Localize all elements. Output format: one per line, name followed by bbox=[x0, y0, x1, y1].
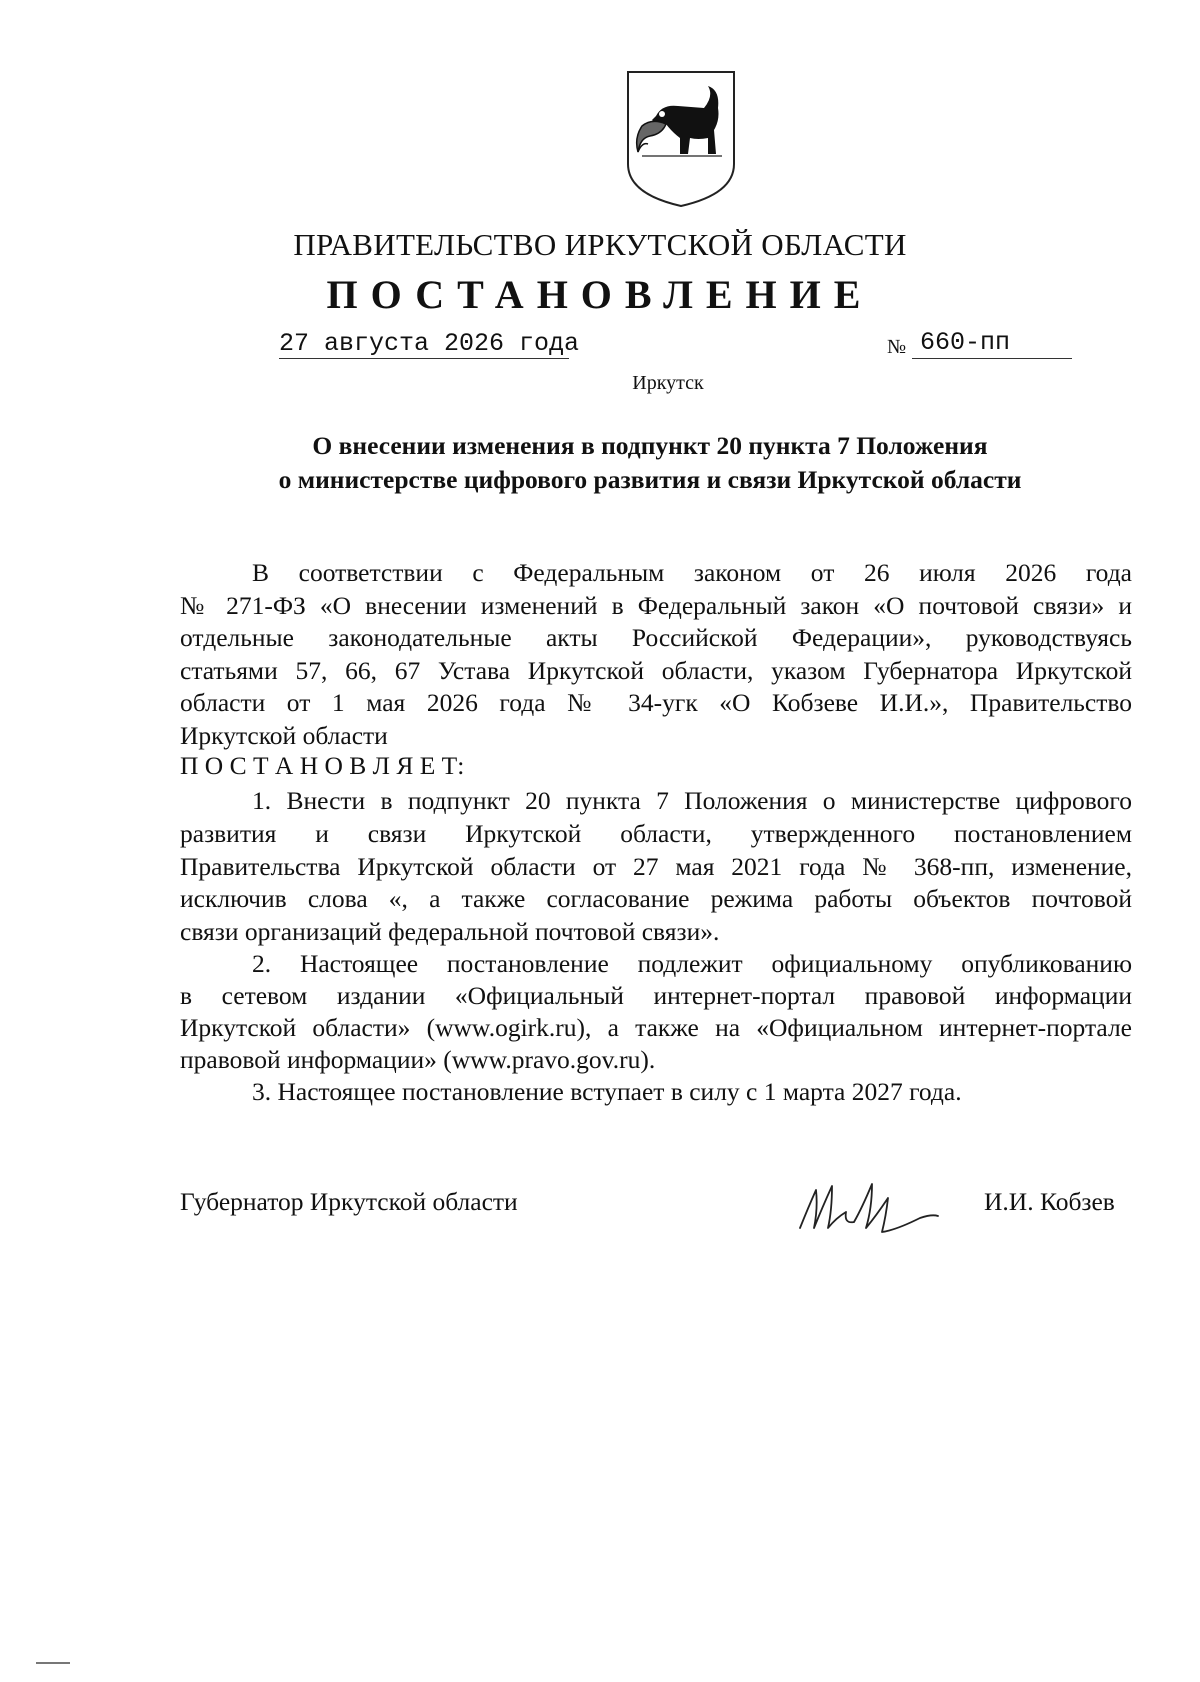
item-line: правовой информации» (www.pravo.gov.ru). bbox=[180, 1045, 656, 1074]
preamble-line: Иркутской области bbox=[180, 721, 388, 750]
item-line: развития и связи Иркутской области, утвержденного постановлением bbox=[180, 819, 1132, 848]
resolves-heading: П О С Т А Н О В Л Я Е Т: bbox=[180, 751, 465, 780]
scan-edge-mark bbox=[36, 1662, 70, 1664]
irkutsk-coat-of-arms-icon bbox=[622, 68, 740, 208]
date-underline bbox=[279, 358, 569, 359]
handwritten-signature-icon bbox=[792, 1168, 942, 1238]
item-line: Иркутской области» (www.ogirk.ru), а также на «Официальном интернет-портале bbox=[180, 1013, 1132, 1042]
preamble-line: отдельные законодательные акты Российской Федерации», руководствуясь bbox=[180, 623, 1132, 652]
title-line: О внесении изменения в подпункт 20 пункта 7 Положения bbox=[312, 431, 988, 460]
signer-name: И.И. Кобзев bbox=[984, 1187, 1115, 1216]
document-city: Иркутск bbox=[632, 372, 704, 394]
number-sign: № bbox=[887, 336, 907, 358]
item-line: исключив слова «, а также согласование режима работы объектов почтовой bbox=[180, 884, 1132, 913]
preamble-line: В соответствии с Федеральным законом от 26 июля 2026 года bbox=[252, 558, 1132, 587]
item-line: связи организаций федеральной почтовой связи». bbox=[180, 917, 720, 946]
organization-name: ПРАВИТЕЛЬСТВО ИРКУТСКОЙ ОБЛАСТИ bbox=[293, 227, 907, 262]
document-type: ПОСТАНОВЛЕНИЕ bbox=[326, 272, 874, 317]
preamble-line: № 271-ФЗ «О внесении изменений в Федеральный закон «О почтовой связи» и bbox=[180, 591, 1132, 620]
preamble-line: статьями 57, 66, 67 Устава Иркутской области, указом Губернатора Иркутской bbox=[180, 656, 1132, 685]
item-line: в сетевом издании «Официальный интернет-портал правовой информации bbox=[180, 981, 1132, 1010]
document-title bbox=[0, 429, 1200, 497]
document-number: 660-пп bbox=[920, 328, 1011, 357]
number-underline bbox=[912, 358, 1072, 359]
item-line: 2. Настоящее постановление подлежит официальному опубликованию bbox=[252, 949, 1132, 978]
preamble-line: области от 1 мая 2026 года № 34-угк «О Кобзеве И.И.», Правительство bbox=[180, 688, 1132, 717]
item-line: 3. Настоящее постановление вступает в силу с 1 марта 2027 года. bbox=[252, 1077, 962, 1106]
signer-title: Губернатор Иркутской области bbox=[180, 1187, 518, 1216]
title-line: о министерстве цифрового развития и связи Иркутской области bbox=[278, 465, 1022, 494]
item-line: Правительства Иркутской области от 27 мая 2021 года № 368-пп, изменение, bbox=[180, 852, 1132, 881]
item-line: 1. Внести в подпункт 20 пункта 7 Положения о министерстве цифрового bbox=[252, 786, 1132, 815]
document-date: 27 августа 2026 года bbox=[279, 329, 580, 358]
